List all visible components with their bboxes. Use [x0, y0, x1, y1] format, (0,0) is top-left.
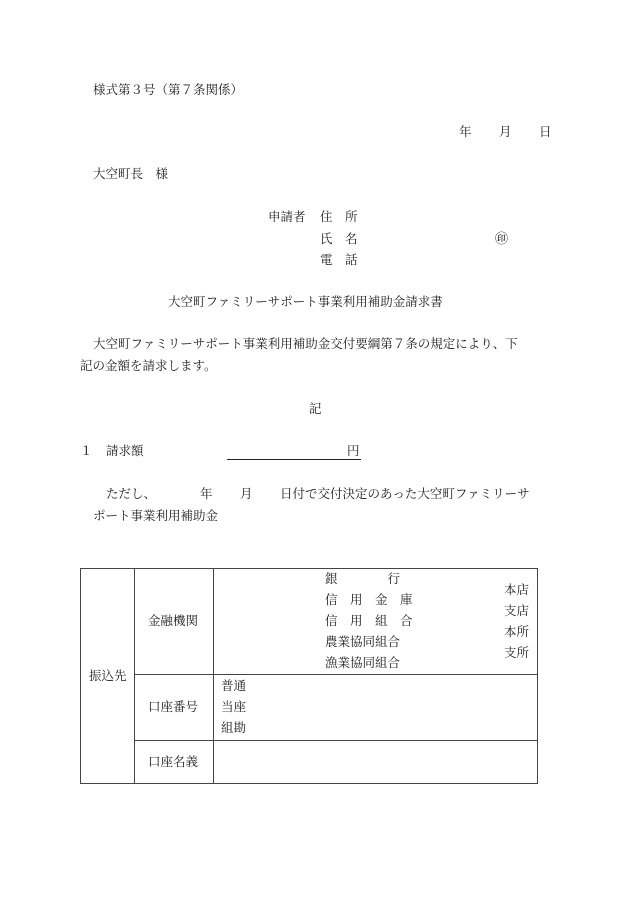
- branch-type-honsho: 本所: [504, 624, 530, 639]
- recipient: 大空町長 様: [93, 166, 169, 181]
- table-divider-col-1: [134, 568, 135, 783]
- claim-number: １: [80, 443, 93, 458]
- note-line-2: ポート事業利用補助金: [93, 508, 219, 523]
- account-type-futsu: 普通: [221, 678, 247, 693]
- ki-label: 記: [309, 401, 322, 416]
- bank-type-shinkin: 信 用 金 庫: [325, 592, 413, 607]
- seal-mark: ㊞: [495, 232, 509, 247]
- body-line-2: 記の金額を請求します。: [80, 358, 217, 373]
- form-number: 様式第３号（第７条関係）: [93, 82, 244, 97]
- address-label: 住 所: [320, 209, 358, 224]
- table-divider-col-2: [213, 568, 214, 783]
- note-suffix: 日付で交付決定のあった大空町ファミリーサ: [280, 486, 530, 501]
- claim-label: 請求額: [106, 443, 144, 458]
- note-prefix: ただし、: [106, 486, 157, 501]
- branch-type-honten: 本店: [504, 582, 530, 597]
- applicant-label: 申請者: [268, 209, 306, 224]
- bank-type-gyokyo: 漁業協同組合: [325, 655, 401, 670]
- date-day-label: 日: [539, 124, 552, 139]
- bank-label: 金融機関: [148, 613, 199, 628]
- account-type-toza: 当座: [221, 699, 247, 714]
- account-type-kumikan: 組勘: [221, 720, 247, 735]
- branch-type-shisho: 支所: [504, 645, 530, 660]
- document-title: 大空町ファミリーサポート事業利用補助金請求書: [168, 294, 443, 309]
- body-line-1: 大空町ファミリーサポート事業利用補助金交付要綱第７条の規定により、下: [93, 336, 518, 351]
- note-month: 月: [240, 486, 253, 501]
- table-divider-row-2: [134, 740, 537, 741]
- table-divider-row-1: [134, 674, 537, 675]
- branch-type-shiten: 支店: [504, 603, 530, 618]
- account-name-label: 口座名義: [148, 754, 199, 769]
- name-label: 氏 名: [320, 231, 358, 246]
- note-year: 年: [200, 486, 213, 501]
- date-year-label: 年: [459, 124, 472, 139]
- bank-type-nokyo: 農業協同組合: [325, 634, 401, 649]
- bank-type-shinkumi: 信 用 組 合: [325, 613, 413, 628]
- transfer-label: 振込先: [89, 668, 127, 683]
- transfer-table: [80, 568, 538, 784]
- account-number-label: 口座番号: [148, 699, 199, 714]
- date-month-label: 月: [499, 124, 512, 139]
- bank-type-bank: 銀 行: [325, 571, 401, 586]
- phone-label: 電 話: [320, 252, 358, 267]
- claim-amount-underline: [227, 459, 361, 460]
- claim-unit: 円: [347, 443, 360, 458]
